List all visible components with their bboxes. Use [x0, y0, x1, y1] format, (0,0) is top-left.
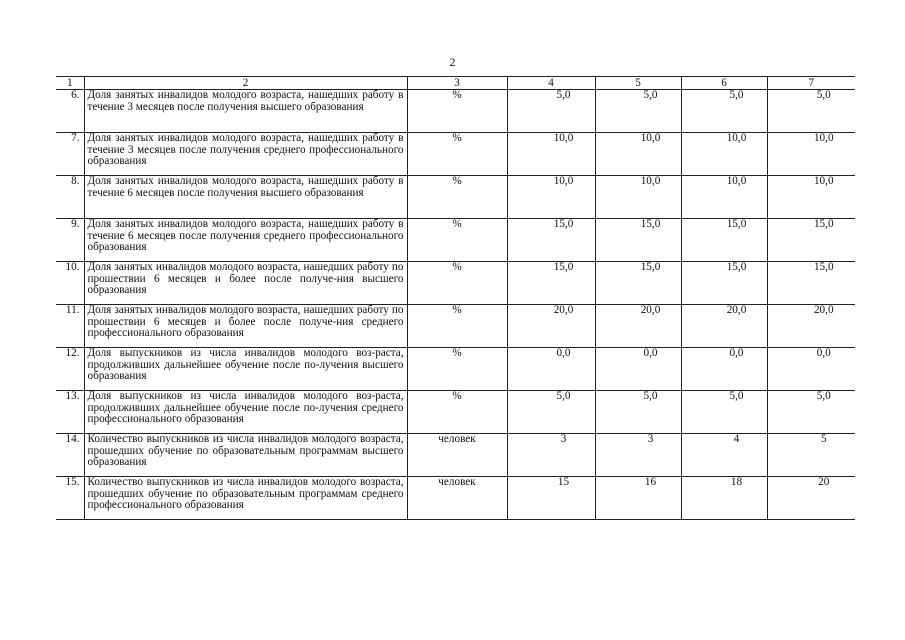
header-cell: 1: [56, 77, 84, 90]
indicator-name: Доля занятых инвалидов молодого возраста, нашедших работу в течение 6 месяцев после получения высшего образования: [84, 176, 407, 219]
page-number: 2: [449, 55, 456, 69]
row-number: 15.: [56, 477, 84, 520]
header-cell: 7: [767, 77, 855, 90]
unit-cell: %: [407, 391, 507, 434]
table-row: [56, 477, 855, 520]
value-cell: 15,0: [595, 262, 681, 305]
indicator-name: Доля занятых инвалидов молодого возраста, нашедших работу в течение 3 месяцев после получения среднего профессионального образования: [84, 133, 407, 176]
value-cell: 10,0: [507, 176, 595, 219]
value-cell: 5,0: [681, 90, 767, 133]
row-number: 6.: [56, 90, 84, 133]
value-cell: 10,0: [595, 176, 681, 219]
value-cell: 10,0: [681, 133, 767, 176]
row-number: 10.: [56, 262, 84, 305]
value-cell: 4: [681, 434, 767, 477]
unit-cell: %: [407, 305, 507, 348]
value-cell: 16: [595, 477, 681, 520]
value-cell: 20,0: [767, 305, 855, 348]
unit-cell: %: [407, 348, 507, 391]
indicator-name: Доля выпускников из числа инвалидов молодого воз-раста, продолживших дальнейшее обучение после по-лучения высшего образования: [84, 348, 407, 391]
value-cell: 10,0: [767, 176, 855, 219]
table-row: [56, 262, 855, 305]
header-cell: 3: [407, 77, 507, 90]
row-number: 12.: [56, 348, 84, 391]
value-cell: 15,0: [507, 219, 595, 262]
value-cell: 15,0: [767, 219, 855, 262]
value-cell: 3: [595, 434, 681, 477]
value-cell: 5,0: [595, 391, 681, 434]
table-row: [56, 434, 855, 477]
value-cell: 20,0: [595, 305, 681, 348]
row-number: 7.: [56, 133, 84, 176]
unit-cell: %: [407, 262, 507, 305]
row-number: 11.: [56, 305, 84, 348]
table-row: [56, 305, 855, 348]
value-cell: 18: [681, 477, 767, 520]
row-number: 9.: [56, 219, 84, 262]
table-row: [56, 133, 855, 176]
value-cell: 10,0: [595, 133, 681, 176]
value-cell: 0,0: [507, 348, 595, 391]
value-cell: 5,0: [507, 90, 595, 133]
value-cell: 5,0: [507, 391, 595, 434]
header-cell: 6: [681, 77, 767, 90]
value-cell: 0,0: [595, 348, 681, 391]
value-cell: 0,0: [681, 348, 767, 391]
value-cell: 0,0: [767, 348, 855, 391]
unit-cell: %: [407, 90, 507, 133]
value-cell: 15,0: [507, 262, 595, 305]
value-cell: 20: [767, 477, 855, 520]
unit-cell: человек: [407, 477, 507, 520]
indicators-table: [56, 76, 855, 520]
table-row: [56, 391, 855, 434]
value-cell: 20,0: [681, 305, 767, 348]
value-cell: 5,0: [681, 391, 767, 434]
value-cell: 15: [507, 477, 595, 520]
value-cell: 5,0: [767, 391, 855, 434]
value-cell: 5: [767, 434, 855, 477]
value-cell: 15,0: [681, 262, 767, 305]
table-row: [56, 348, 855, 391]
value-cell: 20,0: [507, 305, 595, 348]
header-cell: 4: [507, 77, 595, 90]
row-number: 8.: [56, 176, 84, 219]
indicator-name: Доля выпускников из числа инвалидов молодого воз-раста, продолживших дальнейшее обучение после по-лучения среднего профессионального образования: [84, 391, 407, 434]
table-row: [56, 176, 855, 219]
indicator-name: Количество выпускников из числа инвалидов молодого возраста, прошедших обучение по образовательным программам высшего образования: [84, 434, 407, 477]
table-row: [56, 219, 855, 262]
indicator-name: Доля занятых инвалидов молодого возраста, нашедших работу по прошествии 6 месяцев и более после получе-ния среднего профессионального образования: [84, 305, 407, 348]
unit-cell: %: [407, 176, 507, 219]
value-cell: 15,0: [681, 219, 767, 262]
row-number: 14.: [56, 434, 84, 477]
table-body: [56, 77, 855, 520]
table-row: [56, 90, 855, 133]
indicator-name: Доля занятых инвалидов молодого возраста, нашедших работу по прошествии 6 месяцев и более после получе-ния высшего образования: [84, 262, 407, 305]
indicator-name: Количество выпускников из числа инвалидов молодого возраста, прошедших обучение по образовательным программам среднего профессионального образования: [84, 477, 407, 520]
unit-cell: %: [407, 133, 507, 176]
value-cell: 5,0: [595, 90, 681, 133]
value-cell: 15,0: [767, 262, 855, 305]
row-number: 13.: [56, 391, 84, 434]
header-cell: 5: [595, 77, 681, 90]
header-cell: 2: [84, 77, 407, 90]
indicator-name: Доля занятых инвалидов молодого возраста, нашедших работу в течение 3 месяцев после получения высшего образования: [84, 90, 407, 133]
indicator-name: Доля занятых инвалидов молодого возраста, нашедших работу в течение 6 месяцев после получения среднего профессионального образования: [84, 219, 407, 262]
value-cell: 3: [507, 434, 595, 477]
value-cell: 5,0: [767, 90, 855, 133]
value-cell: 10,0: [681, 176, 767, 219]
header-row: [56, 77, 855, 90]
unit-cell: %: [407, 219, 507, 262]
value-cell: 10,0: [507, 133, 595, 176]
value-cell: 15,0: [595, 219, 681, 262]
value-cell: 10,0: [767, 133, 855, 176]
unit-cell: человек: [407, 434, 507, 477]
